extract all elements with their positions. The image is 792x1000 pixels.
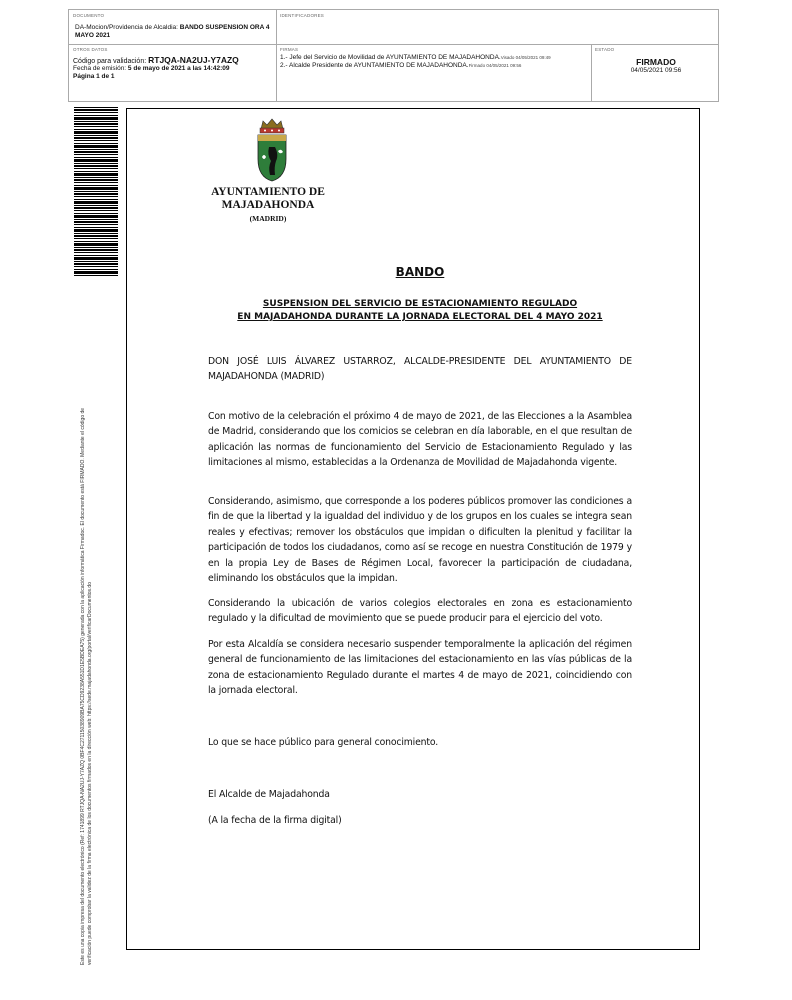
documento-cell — [73, 13, 273, 40]
codigo-prefix: Código para validación: — [73, 58, 149, 65]
subtitle-line-1: SUSPENSION DEL SERVICIO DE ESTACIONAMIENTO REGULADO — [262, 299, 578, 309]
paragraph-2: Considerando, asimismo, que corresponde a los poderes públicos promover las condiciones a fin de que la libertad y la igualdad del individuo y de los grupos en los cuales se integra sean reales y efectivas; remover los obstáculos que impidan o dificulten la plenitud y facilitar la participación de todos los ciudadanos, como así se recoge en nuestra Constitución de 1979 y en la propia Ley de Bases de Régimen Local, favorecer la participación de ciudadana, eliminando los obstáculos que la impidan. — [208, 496, 632, 585]
document-subtitle — [208, 298, 632, 324]
document-title: BANDO — [395, 265, 445, 279]
estado-date: 04/05/2021 09:56 — [630, 67, 682, 74]
fecha-prefix: Fecha de emisión: — [73, 65, 128, 72]
intro-paragraph: DON JOSÉ LUIS ÁLVAREZ USTARROZ, ALCALDE-PRESIDENTE DEL AYUNTAMIENTO DE MAJADAHONDA (MADRID) — [208, 356, 632, 383]
firma-1: 1.- Jefe del Servicio de Movilidad de AYUNTAMIENTO DE MAJADAHONDA.Visado 04/05/2021 09:49 — [280, 54, 551, 61]
identificadores-label: IDENTIFICADORES — [280, 13, 325, 18]
estado-label: ESTADO — [595, 47, 615, 52]
codigo-validacion: RTJQA-NA2UJ-Y7AZQ — [148, 55, 239, 65]
signer-name: El Alcalde de Majadahonda — [208, 789, 330, 800]
institution-name — [198, 186, 338, 225]
documento-prefix: DA-Mocion/Providencia de Alcaldia: — [75, 24, 180, 31]
identificadores-cell — [280, 13, 324, 18]
fecha-emision: 5 de mayo de 2021 a las 14:42:09 — [127, 65, 230, 72]
documento-name: BANDO SUSPENSION ORA 4 MAYO 2021 — [75, 24, 270, 39]
institution-line-2: MAJADAHONDA — [221, 199, 315, 211]
closing-text: Lo que se hace público para general conocimiento. — [208, 737, 439, 748]
subtitle-line-2: EN MAJADAHONDA DURANTE LA JORNADA ELECTORAL DEL 4 MAYO 2021 — [237, 312, 603, 322]
estado-value: FIRMADO — [636, 57, 676, 67]
side-text-line-1: Este es una copia impresa del documento electrónico (Ref: 1741899 RTJQA-NA2UJ-Y7AZQ 0BF4C27115038909BA75CD9238A551D1E5BDEA75) generada con la aplicación informática Firmadoc. El documento está FIRMADO. Mediante el código de — [80, 407, 86, 965]
signer-note: (A la fecha de la firma digital) — [208, 815, 342, 826]
barcode — [74, 107, 118, 277]
paragraph-1: Con motivo de la celebración el próximo 4 de mayo de 2021, de las Elecciones a la Asamblea de Madrid, considerando que los comicios se celebran en día laborable, en el que resultan de aplicación las normas de funcionamiento del Servicio de Estacionamiento Regulado y las limitaciones al mismo, establecidas a la Ordenanza de Movilidad de Majadahonda vigente. — [208, 411, 632, 469]
firma-2: 2.- Alcalde Presidente de AYUNTAMIENTO DE MAJADAHONDA.Firmado 04/05/2021 09:56 — [280, 62, 522, 69]
firmas-cell — [280, 47, 588, 70]
institution-line-1: AYUNTAMIENTO DE — [211, 186, 325, 198]
documento-label: DOCUMENTO — [73, 13, 105, 18]
verification-side-text — [80, 305, 94, 965]
firmas-label: FIRMAS — [280, 47, 299, 52]
institution-line-3: (MADRID) — [249, 214, 287, 223]
coat-of-arms-icon — [255, 117, 289, 183]
otros-datos-label: OTROS DATOS — [73, 47, 108, 52]
paragraph-4: Por esta Alcaldía se considera necesario suspender temporalmente la aplicación del régimen general de funcionamiento de las limitaciones del estacionamiento en las vías públicas de la zona de estacionamiento Regulado durante el martes 4 de mayo de 2021, coincidiendo con la jornada electoral. — [208, 639, 632, 697]
pagina-info: Página 1 de 1 — [73, 73, 115, 80]
side-text-line-2: verificación puede comprobar la validez de la firma electrónica de los documentos firmados en la dirección web: https://sede.majadahonda.org/portal/verificarDocumentos.do — [87, 582, 93, 965]
estado-cell — [595, 47, 717, 74]
document-header — [68, 9, 719, 102]
otros-datos-cell — [73, 47, 273, 81]
paragraph-3: Considerando la ubicación de varios colegios electorales en zona es estacionamiento regulado y la dificultad de movimiento que se puede producir para el ejercicio del voto. — [208, 598, 632, 625]
